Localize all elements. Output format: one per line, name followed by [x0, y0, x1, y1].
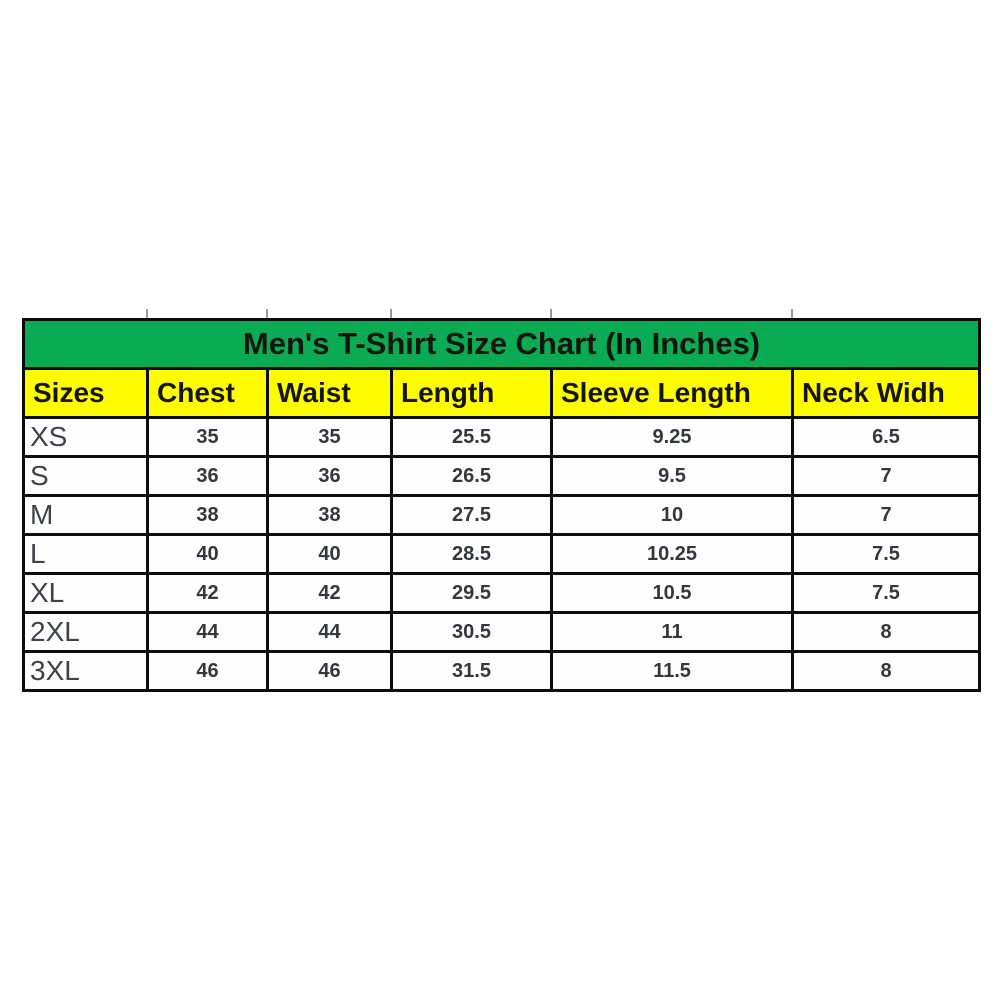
table-row: [24, 418, 980, 457]
table-row: [24, 457, 980, 496]
sleeve-cell: 11.5: [552, 652, 793, 691]
neck-cell: 7.5: [793, 535, 980, 574]
column-header-sizes: Sizes: [24, 369, 148, 418]
waist-cell: 38: [268, 496, 392, 535]
table-row: [24, 574, 980, 613]
sleeve-cell: 9.5: [552, 457, 793, 496]
length-cell: 30.5: [392, 613, 552, 652]
sleeve-cell: 10.25: [552, 535, 793, 574]
length-cell: 28.5: [392, 535, 552, 574]
size-cell: 3XL: [24, 652, 148, 691]
column-header-neck-width: Neck Widh: [793, 369, 980, 418]
gridline-stub: [791, 309, 793, 318]
neck-cell: 6.5: [793, 418, 980, 457]
gridline-stub: [266, 309, 268, 318]
size-cell: M: [24, 496, 148, 535]
size-cell: XL: [24, 574, 148, 613]
sleeve-cell: 10.5: [552, 574, 793, 613]
size-chart-table: [22, 318, 981, 692]
neck-cell: 7: [793, 457, 980, 496]
size-cell: S: [24, 457, 148, 496]
table-row: [24, 496, 980, 535]
column-header-sleeve-length: Sleeve Length: [552, 369, 793, 418]
title-row: [24, 320, 980, 369]
neck-cell: 7.5: [793, 574, 980, 613]
chest-cell: 38: [148, 496, 268, 535]
size-cell: 2XL: [24, 613, 148, 652]
chest-cell: 44: [148, 613, 268, 652]
column-header-chest: Chest: [148, 369, 268, 418]
waist-cell: 35: [268, 418, 392, 457]
waist-cell: 36: [268, 457, 392, 496]
neck-cell: 8: [793, 613, 980, 652]
sleeve-cell: 9.25: [552, 418, 793, 457]
size-cell: XS: [24, 418, 148, 457]
gridline-stub: [550, 309, 552, 318]
chest-cell: 35: [148, 418, 268, 457]
neck-cell: 7: [793, 496, 980, 535]
waist-cell: 46: [268, 652, 392, 691]
column-header-waist: Waist: [268, 369, 392, 418]
size-cell: L: [24, 535, 148, 574]
length-cell: 26.5: [392, 457, 552, 496]
chest-cell: 36: [148, 457, 268, 496]
header-row: [24, 369, 980, 418]
length-cell: 31.5: [392, 652, 552, 691]
gridline-stub: [146, 309, 148, 318]
length-cell: 29.5: [392, 574, 552, 613]
column-header-length: Length: [392, 369, 552, 418]
waist-cell: 42: [268, 574, 392, 613]
sleeve-cell: 10: [552, 496, 793, 535]
chest-cell: 40: [148, 535, 268, 574]
chest-cell: 42: [148, 574, 268, 613]
gridline-stub: [390, 309, 392, 318]
table-row: [24, 613, 980, 652]
chest-cell: 46: [148, 652, 268, 691]
waist-cell: 44: [268, 613, 392, 652]
length-cell: 27.5: [392, 496, 552, 535]
length-cell: 25.5: [392, 418, 552, 457]
neck-cell: 8: [793, 652, 980, 691]
table-row: [24, 535, 980, 574]
table-row: [24, 652, 980, 691]
waist-cell: 40: [268, 535, 392, 574]
table-title: Men's T-Shirt Size Chart (In Inches): [24, 320, 980, 369]
sleeve-cell: 11: [552, 613, 793, 652]
